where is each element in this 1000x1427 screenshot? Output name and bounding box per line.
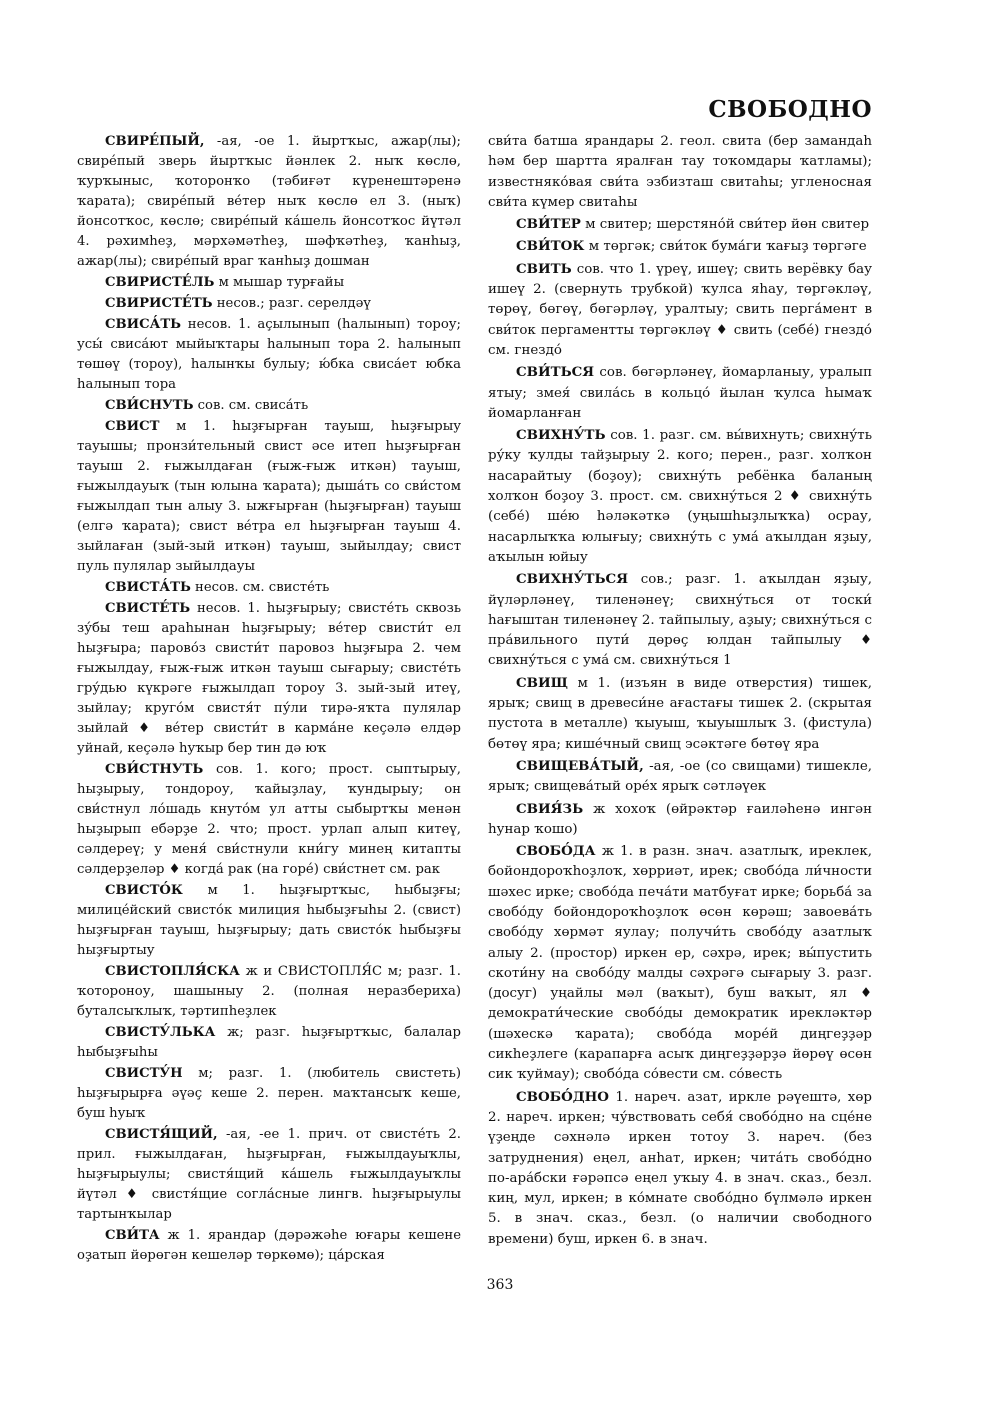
entry-body: -ая, -ое 1. йыртҡыс, ажар(лы); свире́пый зверь йыртҡыс йәнлек 2. ныҡ көслө, ҡурҡыныс, ҡоторонҡо (тәбиғәт күренештәренә ҡарата); свире́пый ве́тер ныҡ көслө ел 3. (ныҡ) йонсотҡос, көслө; свире́пый ка́шель йонсотҡос йүтәл 4. рәхимһеҙ, мәрхәмәтһеҙ, шәфҡәтһеҙ, ҡанһыҙ, ажар(лы); свире́пый враг ҡанһыҙ дошман xyxy=(77,134,461,269)
dictionary-entry xyxy=(77,417,461,577)
entry-body: сов. см. свиса́ть xyxy=(193,398,309,413)
page-number: 363 xyxy=(486,1277,514,1293)
entry-body: несов.; разг. серелдәү xyxy=(212,296,371,311)
dictionary-entry xyxy=(77,1226,461,1266)
entry-body: ж и СВИСТОПЛЯ́С м; разг. 1. ҡотороноу, шашыныу 2. (полная неразбериха) буталсыҡлыҡ, тәртипһеҙлек xyxy=(77,964,461,1019)
entry-headword: СВИ́СНУТЬ xyxy=(105,398,194,413)
entry-headword: СВИСТ xyxy=(105,419,160,434)
entry-body: несов. 1. һыҙғырыу; свисте́ть сквозь зу́бы теш араһынан һыҙғырыу; ве́тер свисти́т ел һыҙғыра; парово́з свисти́т паровоз һыҙғыра 2. чем ғыжылдау, ғыж-ғыж иткән тауыш сығарыу; свисте́ть гру́дью күкрәге ғыжылдап тороу 3. зый-зый итеү, зыйлау; круго́м свистя́т пу́ли тирә-яҡта пулялар зыйлай ♦ ве́тер свисти́т в карма́не кеҫәлә елдәр уйнай, кеҫәлә һуҡыр бер тин дә юҡ xyxy=(77,601,461,756)
entry-headword: СВИСТУ́ЛЬКА xyxy=(105,1025,216,1040)
dictionary-entry xyxy=(77,273,461,293)
entry-body: м 1. һыҙғыртҡыс, һыбыҙғы; милице́йский свисто́к милиция һыбыҙғыһы 2. (свист) һыҙғырған тауыш, һыҙғырыу; дать свисто́к һыбыҙғы һыҙғыртыу xyxy=(77,883,461,958)
dictionary-entry xyxy=(77,578,461,598)
entry-body: несов. 1. аҫылынып (һалынып) тороу; усы́ свиса́ют мыйыҡтары һалынып тора 2. һалынып төшөү (тороу), һалынҡы булыу; ю́бка свиса́ет юбка һалынып тора xyxy=(77,317,461,392)
left-column xyxy=(77,132,461,1267)
entry-body: сов.; разг. 1. аҡылдан яҙыу, йүләрләнеү, тиленәнеү; свихну́ться от тоски́ һағыштан тиленәнеү 2. тайпылыу, аҙыу; свихну́ться с пра́вильного пути́ дөрөҫ юлдан тайпылыу ♦ свихну́ться с ума́ см. свихну́ться 1 xyxy=(488,572,872,669)
entry-body: м төргәк; сви́ток бума́ги ҡағыҙ төргәге xyxy=(584,239,867,255)
dictionary-entry xyxy=(488,425,872,568)
dictionary-entry xyxy=(488,132,872,213)
entry-headword: СВИТЬ xyxy=(516,260,572,277)
dictionary-entry xyxy=(488,236,872,257)
entry-headword: СВОБО́ДА xyxy=(516,843,596,860)
entry-headword: СВИСТА́ТЬ xyxy=(105,580,191,595)
dictionary-entry xyxy=(488,756,872,798)
entry-body: 1. нареч. азат, иркле рәүештә, хөр 2. нареч. иркен; чу́вствовать себя́ свобо́дно на сце́не үҙеңде сәхнәлә иркен тотоу 3. нареч. (без затруднения) еңел, анһат, иркен; чита́ть свобо́дно по-ара́бски ғәрәпсә еңел уҡыу 4. в знач. сказ., безл. киң, мул, иркен; в ко́мнате свобо́дно бүлмәлә иркен 5. в знач. сказ., безл. (о наличии свободного времени) буш, иркен 6. в знач. xyxy=(488,1089,872,1247)
entry-body: м мышар турғайы xyxy=(214,275,345,290)
entry-headword: СВИРИСТЕ́ЛЬ xyxy=(105,275,215,290)
entry-headword: СВИРИСТЕ́ТЬ xyxy=(105,296,213,311)
entry-body: несов. см. свисте́ть xyxy=(190,580,330,595)
entry-headword: СВИСА́ТЬ xyxy=(105,317,182,332)
running-head: СВОБОДНО xyxy=(708,96,872,123)
entry-headword: СВИСТЯ́ЩИЙ, xyxy=(105,1127,218,1142)
dictionary-entry xyxy=(77,1064,461,1124)
right-column xyxy=(488,132,872,1251)
dictionary-entry xyxy=(77,760,461,880)
entry-headword: СВИХНУ́ТЬСЯ xyxy=(516,571,629,588)
dictionary-entry xyxy=(488,214,872,235)
entry-headword: СВИЩ xyxy=(516,674,568,691)
dictionary-entry xyxy=(488,569,872,671)
entry-headword: СВИЯ́ЗЬ xyxy=(516,800,584,817)
dictionary-entry xyxy=(488,259,872,361)
entry-body: -ая, -ее 1. прич. от свисте́ть 2. прил. ғыжылдаған, һыҙғырған, ғыжылдауыҡлы, һыҙғырыулы; свистя́щий ка́шель ғыжылдауыҡлы йүтәл ♦ свистя́щие согла́сные лингв. һыҙғырыулы тартынҡылар xyxy=(77,1127,461,1222)
dictionary-entry xyxy=(77,132,461,272)
dictionary-entry xyxy=(77,315,461,395)
entry-body: сов. что 1. үреү, ишеү; свить верёвку бау ишеү 2. (свернуть трубкой) ҡулса яһау, төргәкләү, төрөү, бөгөү, бөгәрләү, уралтыу; свить перга́мент в сви́ток пергаментты төргәкләү ♦ свить (себе́) гнездо́ см. гнездо́ xyxy=(488,261,872,358)
entry-headword: СВИРЕ́ПЫЙ, xyxy=(105,134,205,149)
entry-body: ж 1. ярандар (дәрәжәһе юғары кешене оҙатып йөрөгән кешеләр төркөмө); ца́рская xyxy=(77,1228,461,1263)
entry-body: ж хохоҡ (өйрәктәр ғаиләһенә ингән һунар ҡошо) xyxy=(488,801,872,837)
dictionary-entry xyxy=(77,599,461,759)
dictionary-entry xyxy=(77,962,461,1022)
entry-headword: СВИ́ТЬСЯ xyxy=(516,364,595,381)
entry-body: м 1. (изъян в виде отверстия) тишек, ярыҡ; свищ в древеси́не ағастағы тишек 2. (скрытая пустота в металле) ҡыуыш, ҡыуышлыҡ 3. (фистула) бөтөү яра; кише́чный свищ эсәктәге бөтөү яра xyxy=(488,675,872,752)
entry-body: ж; разг. һыҙғыртҡыс, балалар һыбыҙғыһы xyxy=(77,1025,461,1060)
entry-headword: СВИСТОПЛЯ́СКА xyxy=(105,964,240,979)
entry-headword: СВОБО́ДНО xyxy=(516,1088,609,1105)
entry-headword: СВИСТУ́Н xyxy=(105,1066,183,1081)
entry-body: сов. бөгәрләнеү, йомарланыу, уралып ятыу; змея́ свила́сь в кольцо́ йылан ҡулса һымаҡ йомарланған xyxy=(488,365,872,421)
entry-headword: СВИСТЕ́ТЬ xyxy=(105,601,191,616)
entry-headword: СВИ́ТЕР xyxy=(516,216,581,233)
entry-headword: СВИЩЕВА́ТЫЙ, xyxy=(516,757,644,774)
entry-body: сов. 1. разг. см. вы́вихнуть; свихну́ть ру́ку ҡулды тайҙырыу 2. кого; перен., разг. холҡон насарайтыу (боҙоу); свихну́ть ребёнка баланың холҡон боҙоу 3. прост. см. свихну́ться 2 ♦ свихну́ть (себе́) ше́ю һәләкәткә (уңышһыҙлыҡҡа) осрау, насарлыҡҡа юлығыу; свихну́ть с ума́ аҡылдан яҙыу, аҡылын юйыу xyxy=(488,428,872,565)
entry-headword: СВИ́ТОК xyxy=(516,238,585,255)
dictionary-entry xyxy=(488,673,872,755)
dictionary-entry xyxy=(77,1023,461,1063)
entry-body: м 1. һыҙғырған тауыш, һыҙғырыу тауышы; пронзи́тельный свист әсе итеп һыҙғырған тауыш 2. ғыжылдаған (ғыж-ғыж иткән) тауыш, ғыжылдауыҡ (тын юлына ҡарата); дыша́ть со сви́стом ғыжылдап тын алыу 3. ыжғырған (һыҙғырған) тауыш (елгә ҡарата); свист ве́тра ел һыҙғырған тауыш 4. зыйлаған (зый-зый иткән) тауыш, зыйылдау; свист пуль пулялар зыйылдауы xyxy=(77,419,461,574)
dictionary-entry xyxy=(77,396,461,416)
dictionary-entry xyxy=(488,799,872,841)
entry-body: -ая, -ое (со свищами) тишекле, ярыҡ; свищева́тый оре́х ярыҡ сәтләүек xyxy=(488,758,872,795)
entry-headword: СВИ́СТНУТЬ xyxy=(105,762,204,777)
dictionary-entry xyxy=(488,362,872,424)
entry-body: м; разг. 1. (любитель свистеть) һыҙғырырға әүәҫ кеше 2. перен. маҡтансыҡ кеше, буш һуыҡ xyxy=(77,1066,461,1121)
dictionary-entry xyxy=(77,294,461,314)
dictionary-entry xyxy=(488,841,872,1086)
entry-headword: СВИХНУ́ТЬ xyxy=(516,427,606,444)
dictionary-entry xyxy=(77,881,461,961)
entry-body: сви́та батша ярандары 2. геол. свита (бер замандаһ һәм бер шартта яралған тау тоҡомдары ҡатламы); известняко́вая сви́та эзбизташ свитаһы; угленосная сви́та күмер свитаһы xyxy=(488,134,872,210)
entry-body: м свитер; шерстяно́й сви́тер йөн свитер xyxy=(580,217,870,233)
entry-headword: СВИСТО́К xyxy=(105,883,183,898)
entry-headword: СВИ́ТА xyxy=(105,1228,160,1243)
entry-body: сов. 1. кого; прост. сыптырыу, һыҙырыу, тондороу, ҡайыҙлау, ҡундырыу; он сви́стнул ло́шадь кнуто́м ул атты сыбыртҡы менән һыҙырып ебәрҙе 2. что; прост. урлап алып китеү, сәлдереү; у меня́ сви́стнули кни́гу минең китапты сәлдерҙеләр ♦ когда́ рак (на горе́) сви́стнет см. рак xyxy=(77,762,461,877)
dictionary-entry xyxy=(77,1125,461,1225)
entry-body: ж 1. в разн. знач. азатлыҡ, иреклек, бойондороҡһоҙлоҡ, хөрриәт, ирек; свобо́да ли́чности шәхес ирке; свобо́да печа́ти матбуғат ирке; борьба́ за свобо́ду бойондороҡһоҙлоҡ өсөн көрәш; завоева́ть свобо́ду хөрмәт яулау; получи́ть свобо́ду азатлыҡ алыу 2. (простор) иркен ер, сәхрә, ирек; вы́пустить скоти́ну на свобо́ду малды сәхрәгә сығарыу 3. разг. (досуг) уңайлы мәл (ваҡыт), буш ваҡыт, ял ♦ демократи́ческие свобо́ды демократик ирекләктәр (шәхескә ҡарата); свобо́да море́й диңгеҙҙәр сикһеҙлеге (карапарға асыҡ диңгеҙҙәрҙә йөрөү өсөн сик ҡуймау); свобо́да со́вести см. со́весть xyxy=(488,844,872,1083)
dictionary-entry xyxy=(488,1087,872,1250)
